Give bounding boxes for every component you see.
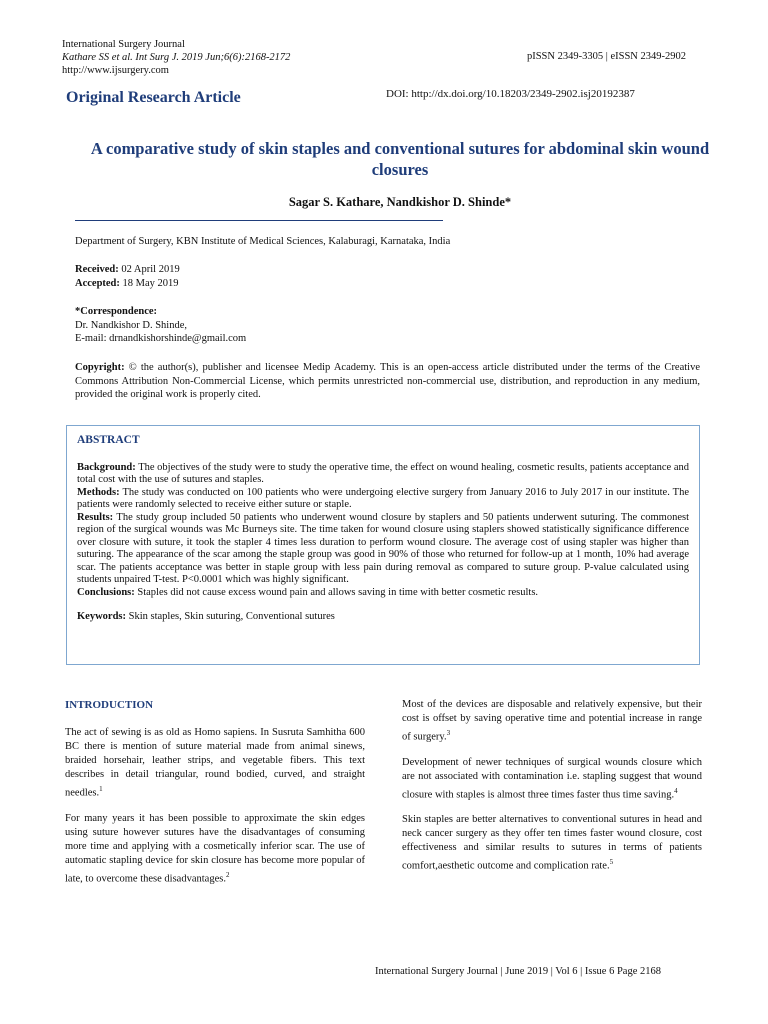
copyright-label: Copyright: xyxy=(75,362,125,373)
keywords-label: Keywords: xyxy=(77,611,126,622)
page-footer: International Surgery Journal | June 2019 | Vol 6 | Issue 6 Page 2168 xyxy=(375,966,661,977)
copyright xyxy=(75,361,700,402)
abstract-keywords xyxy=(77,611,689,624)
citation-ref[interactable]: 4 xyxy=(674,786,678,795)
journal-name: International Surgery Journal xyxy=(62,39,185,50)
methods-label: Methods: xyxy=(77,486,120,498)
abstract-results xyxy=(77,512,689,587)
citation-ref[interactable]: 2 xyxy=(225,870,230,879)
abstract-background xyxy=(77,462,689,487)
abstract-heading: ABSTRACT xyxy=(77,434,140,446)
conclusions-text: Staples did not cause excess wound pain and allows saving in time with better cosmetic results. xyxy=(137,586,539,598)
paragraph: Most of the devices are disposable and relatively expensive, but their cost is offset by saving operative time and potential increase in range of surgery.$^3$ xyxy=(402,699,702,743)
divider xyxy=(75,220,443,221)
body-column-left xyxy=(65,698,365,897)
citation-ref[interactable]: 3 xyxy=(446,729,451,737)
citation-ref[interactable]: 1 xyxy=(99,785,103,793)
issn: pISSN 2349-3305 | eISSN 2349-2902 xyxy=(526,51,686,62)
conclusions-label: Conclusions: xyxy=(77,586,135,598)
copyright-text: © the author(s), publisher and licensee Medip Academy. This is an open-access article distributed under the terms of the Creative Commons Attribution Non-Commercial License, which permits unrestricted non-commercial use, distribution, and reproduction in any medium, provided the original work is properly cited. xyxy=(75,362,701,400)
correspondence-name: Dr. Nandkishor D. Shinde, xyxy=(75,319,187,331)
abstract-conclusions xyxy=(77,587,689,600)
body-column-right xyxy=(402,698,702,885)
keywords-text: Skin staples, Skin suturing, Conventional sutures xyxy=(128,611,335,622)
background-label: Background: xyxy=(77,461,136,473)
abstract-methods xyxy=(77,487,689,512)
running-header xyxy=(62,38,290,77)
methods-text: The study was conducted on 100 patients who were undergoing elective surgery from January 2016 to July 2017 in our institute. The patients were randomly selected to receive either suture or staple. xyxy=(77,486,690,510)
paragraph: For many years it has been possible to approximate the skin edges using suture however sutures have the disadvantages of consuming more time and applying with a cosmetically inferior scar. The use of automatic stapling device for skin closure has become more popular of late, to overcome these disadvantages.$^2$ xyxy=(65,812,365,884)
received-label: Received: xyxy=(75,264,119,275)
citation-ref[interactable]: 5 xyxy=(609,858,614,866)
paragraph: Skin staples are better alternatives to conventional sutures in head and neck cancer surgery as they offer ten times faster wound closure, cost effectiveness and similar results to sutures in terms of patients comfort,aesthetic outcome and complication rate.$^5$ xyxy=(402,814,702,872)
background-text: The objectives of the study were to study the operative time, the effect on wound healing, cosmetic results, patients acceptance and total cost with the use of sutures and staples. xyxy=(77,461,689,485)
paragraph: Development of newer techniques of surgical wounds closure which are not associated with contamination i.e. stapling suggest that wound closure with staples is almost three times faster thus time saving.$^4$ xyxy=(402,756,702,800)
received-date: 02 April 2019 xyxy=(121,264,180,275)
abstract-box xyxy=(66,425,700,665)
affiliation: Department of Surgery, KBN Institute of Medical Sciences, Kalaburagi, Karnataka, India xyxy=(75,236,451,247)
accepted-date: 18 May 2019 xyxy=(122,277,179,289)
accepted-label: Accepted: xyxy=(75,277,120,289)
correspondence xyxy=(75,305,715,346)
paper-title: A comparative study of skin staples and conventional sutures for abdominal skin wound closures xyxy=(90,139,710,179)
dates xyxy=(75,263,715,290)
article-type: Original Research Article xyxy=(66,89,241,106)
results-text: The study group included 50 patients who underwent wound closure by staplers and 50 patients underwent suturing. The commonest region of the surgical wounds was Mc Burneys site. The time taken for wound closure using staplers showed statistically significance difference over closure with suture, it took the stapler 4 times less duration to perform wound closure. The average cost of using stapler was higher than suturing. The appearance of the scar among the staple group was good in 90% of those who returned for follow-up at 1 month, 10% had average scar. The patients acceptance was better in staple group with less pain during removal as compared to suture group. P-value calculated using students unpaired T-test. P<0.0001 which was highly significant. xyxy=(77,511,689,585)
citation: Kathare SS et al. Int Surg J. 2019 Jun;6(6):2168-2172 xyxy=(62,52,291,63)
authors: Sagar S. Kathare, Nandkishor D. Shinde* xyxy=(288,195,512,209)
correspondence-email[interactable]: E-mail: drnandkishorshinde@gmail.com xyxy=(75,333,247,344)
journal-url[interactable]: http://www.ijsurgery.com xyxy=(62,65,169,76)
doi-link[interactable]: DOI: http://dx.doi.org/10.18203/2349-2902.isj20192387 xyxy=(386,88,635,100)
introduction-heading: INTRODUCTION xyxy=(65,699,154,711)
paragraph: The act of sewing is as old as Homo sapiens. In Susruta Samhitha 600 BC there is mention of suture material made from animal sinews, braided horsehair, leather strips, and vegetable fibers. This text describes in detail triangular, round bodied, curved, and straight needles.$^1$ xyxy=(65,727,365,799)
results-label: Results: xyxy=(77,511,114,523)
correspondence-label: *Correspondence: xyxy=(75,306,158,317)
